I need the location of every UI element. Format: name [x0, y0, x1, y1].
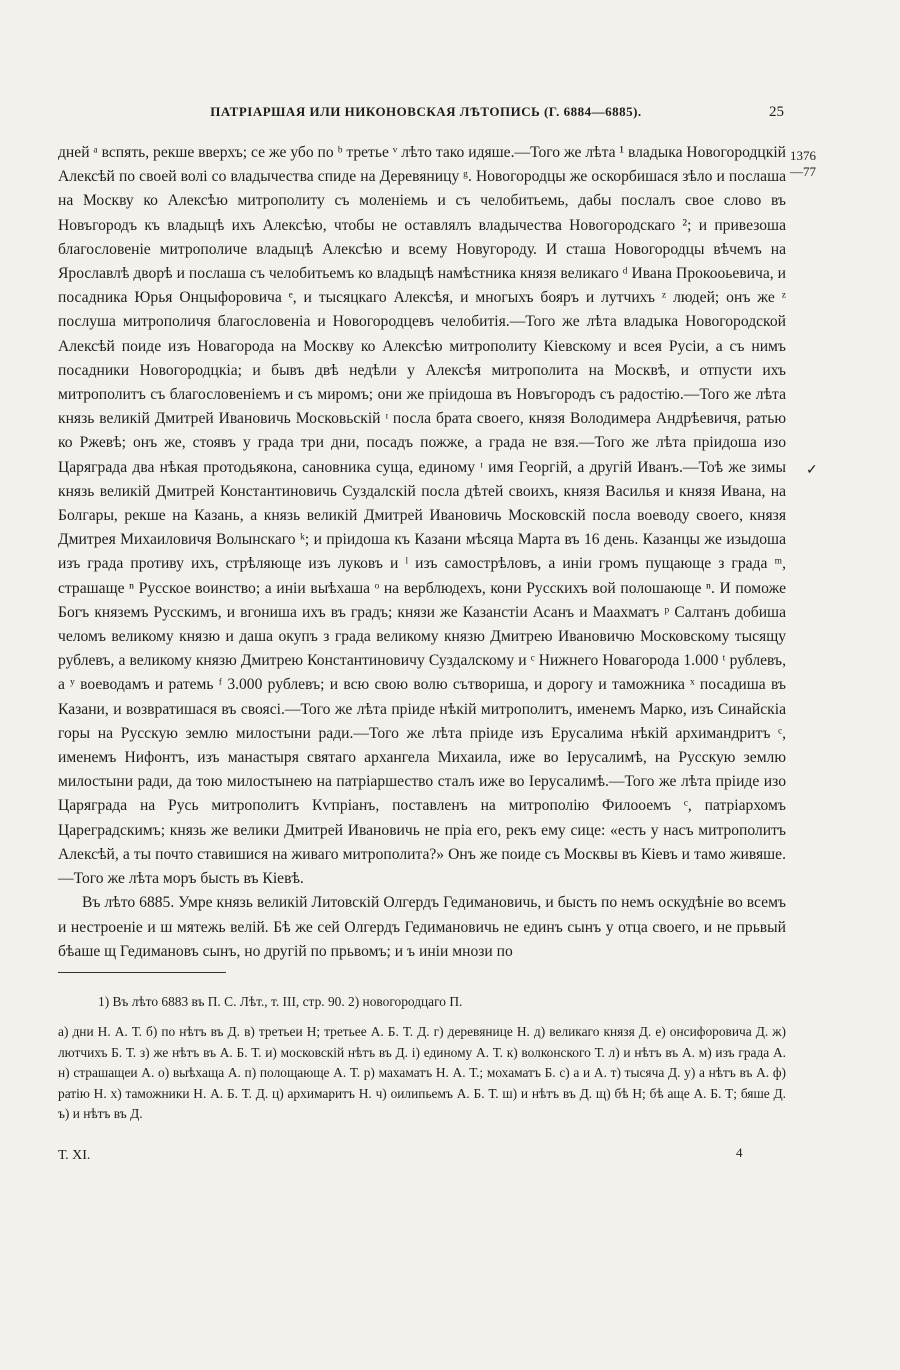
paragraph-chronicle-6885: Въ лѣто 6885. Умре князь великiй Литовскiй Олгердъ Гедимановичь, и бысть по немъ оскудѣнiе во всемъ и нестроенiе и ш мятежь велiй. Бѣ же сей Олгердъ Гедимановичь не единъ сынъ у отца своего, и не прьвый бѣаше щ Гедимановъ сынъ, но другiй по прьвомъ; и ъ инiи мнози по [58, 894, 786, 960]
printer-signature: 4 [736, 1145, 743, 1160]
margin-year-line-1: 1376 [790, 148, 816, 163]
margin-year-line-2: —77 [790, 164, 816, 179]
volume-mark: Т. XI. [58, 1148, 91, 1163]
footnote-numbered: 1) Въ лѣто 6883 въ П. С. Лѣт., т. III, стр. 90. 2) новогородцаго П. [98, 994, 463, 1009]
main-text [58, 141, 786, 964]
running-head: ПАТРІАРШАЯ ИЛИ НИКОНОВСКАЯ ЛѢТОПИСЬ (Г. 6884—6885). [210, 104, 642, 119]
margin-check-mark: ✓ [806, 463, 818, 478]
footnote-variant-readings: а) дни Н. А. Т. б) по нѣтъ въ Д. в) третьеи Н; третьее А. Б. Т. Д. г) деревянице Н. д) великаго князя Д. е) онсифоровича Д. ж) лютчихъ Б. Т. з) же нѣтъ въ А. Б. Т. и) московскiй нѣтъ въ Д. i) единому А. Т. к) волконского Т. л) и нѣтъ въ А. м) изъ града А. н) страшащеи А. о) выѣхаща А. п) полощающе А. Т. р) махаматъ Н. А. Т.; мохаматъ Б. с) а и А. т) тысяча Д. у) а нѣтъ въ А. ф) ратiю Н. х) таможники Н. А. Б. Т. Д. ц) архимаритъ Н. ч) оилипьемъ А. Б. Т. ш) и нѣтъ въ Д. щ) бѣ Н; бѣ аще А. Б. Т; бяше Д. ъ) и нѣтъ въ Д. [58, 1024, 786, 1122]
margin-year-note [790, 148, 816, 180]
paragraph-chronicle-6884: дней ᵃ вспять, рекше вверхъ; се же убо по ᵇ третье ᵛ лѣто тако идяше.—Того же лѣта ¹ владыка Новогородцкiй Алексѣй по своей волi со владычества спиде на Деревяницу ᵍ. Новогородцы же оскорбишася зѣло и послаша на Москву ко Алексѣю митрополиту съ моленiемь и съ челобитьемь, дабы послалъ свое слово въ Новъгородъ къ владыцѣ ихъ Алексѣю, чтобы не оставлялъ владычества Новогородскаго ²; и привезоша благословенiе митрополиче владыцѣ Алексѣю и всему Новугороду. И сташа Новогородцы вѣчемъ на Ярославлѣ дворѣ и послаша съ челобитьемъ ко владыцѣ намѣстника князя великаго ᵈ Ивана Прокооьевича, и посадника Юрья Онцыфоровича ᵉ, и тысяцкаго Алексѣя, и многыхъ бояръ и лутчихъ ᶻ людей; онъ же ᶻ послуша митрополичя благословенiа и Новогородцевъ челобитiя.—Того же лѣта владыка Новогородской Алексѣй поиде изъ Новагорода на Москву ко Алексѣю митрополиту Кiевскому и всея Русiи, а съ нимъ посадники Новогородцкiа; и бывъ двѣ недѣли у Алексѣя митрополита на Москвѣ, и отпусти ихъ митрополитъ съ благословенiемъ и съ миромъ; они же прiидоша въ Новъгородъ съ радостiю.—Того же лѣта князь великiй Дмитрей Ивановичь Московьскiй ᶦ посла братa своего, князя Володимера Андрѣевичя, ратью ко Ржевѣ; онъ же, стоявъ у града три дни, посадъ пожже, а града не взя.—Того же лѣта прiидоша изо Царяграда два нѣкая протодьякона, сановника суща, единому ᶦ имя Георгiй, а другiй Иванъ.—Тоѣ же зимы князь великiй Дмитрей Константиновичь Суздалскiй посла дѣтей своихъ, князя Василья и князя Ивана, на Болгары, рекше на Казань, а князь великiй Дмитрей Ивановичь Московскiй посла воеводу своего, князя Дмитрея Михаиловичя Волынскаго ᵏ; и прiидоша къ Казани мѣсяца Марта въ 16 день. Казанцы же изыдоша изъ града противу ихъ, стрѣляюще изъ луковъ и ˡ изъ самострѣловъ, а инiи громъ пущающе з града ᵐ, страшаще ⁿ Русское воинство; а инiи выѣхаша ᵒ на верблюдехъ, кони Русскихъ вой полошающе ⁿ. И поможе Богъ княземъ Русскимъ, и вгониша ихъ въ градъ; князи же Казанстiи Асанъ и Маахматъ ᵖ Салтанъ добиша челомъ великому князю и даша окупъ з града великому князю Дмитрею Ивановичю Московскому тысящу рублевъ, а великому князю Дмитрею Константиновичу Суздалскому и ᶜ Нижнего Новагорода 1.000 ᵗ рублевъ, а ʸ воеводамъ и ратемь ᶠ 3.000 рублевъ; и всю свою волю сътвориша, и дорогу и таможника ˣ посадиша въ Казани, и возвратишася въ своясi.—Того же лѣта прiиде нѣкiй митрополитъ, именемъ Марко, изъ Синайскiа горы на Русскую землю милостыни ради.—Того же лѣта прiиде изъ Ерусалима нѣкiй архимандритъ ᶜ, именемъ Нифонтъ, изъ манастыря святаго архангела Михаила, иже во Iерусалимѣ, на Русскую землю милостыни ради, да тою милостынею на патрiаршество сталъ иже во Iерусалимѣ.—Того же лѣта прiиде изо Царяграда на Русь митрополитъ Кѵпрiанъ, поставленъ на митрополiю Филооемъ ᶜ, патрiархомъ Цареградскимъ; князь же велики Дмитрей Ивановичь не прiа его, рекъ ему сице: «есть у насъ митрополитъ Алексѣй, а ты почто ставишися на живаго митрополита?» Онъ же поиде съ Москвы въ Кiевъ и тамо живяше.—Того же лѣта моръ бысть въ Кiевѣ. [58, 144, 787, 888]
page-number: 25 [769, 104, 784, 120]
footnote-divider [58, 972, 226, 973]
